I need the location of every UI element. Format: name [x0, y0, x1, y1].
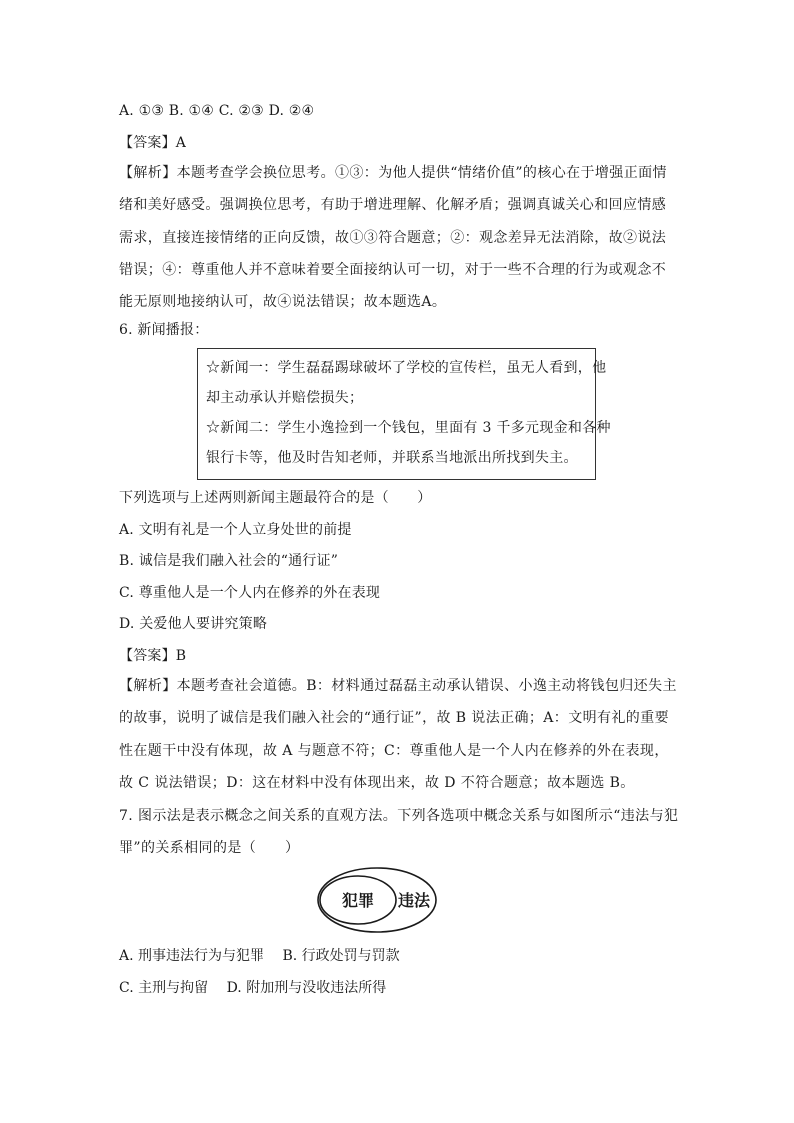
q6-answer: 【答案】B — [119, 648, 187, 664]
news2-line2: 银行卡等，他及时告知老师，并联系当地派出所找到失主。 — [206, 450, 578, 466]
q6-option-d: D. 关爱他人要讲究策略 — [119, 616, 268, 632]
q6-analysis: 【解析】本题考查社会道德。B：材料通过磊磊主动承认错误、小逸主动将钱包归还失主的故事，说明了诚信是我们融入社会的“通行证”，故 B 说法正确；A：文明有礼的重要性在题干中没有体现，故 A 与题意不符；C：尊重他人是一个人内在修养的外在表现，故 C 说法错误；D：这在材料中没有体现出来，故 D 不符合题意；故本题选 B。 — [119, 678, 677, 791]
news1-line2: 却主动承认并赔偿损失； — [206, 390, 364, 406]
q6-option-c: C. 尊重他人是一个人内在修养的外在表现 — [119, 585, 381, 601]
q6-question: 下列选项与上述两则新闻主题最符合的是（ ） — [119, 490, 432, 506]
news2-line1: ☆新闻二：学生小逸捡到一个钱包，里面有 3 千多元现金和各种 — [206, 420, 611, 436]
q6-option-a: A. 文明有礼是一个人立身处世的前提 — [119, 522, 352, 538]
news-box — [197, 348, 611, 480]
q7-options-line2: C. 主刑与拘留 D. 附加刑与没收违法所得 — [119, 980, 387, 996]
outer-label: 违法 — [397, 891, 431, 910]
news1-line1: ☆新闻一：学生磊磊踢球破坏了学校的宣传栏，虽无人看到，他 — [206, 360, 607, 376]
q7-options-line1: A. 刑事违法行为与犯罪 B. 行政处罚与罚款 — [119, 948, 400, 964]
q7-stem: 7. 图示法是表示概念之间关系的直观方法。下列各选项中概念关系与如图所示“违法与犯罪”的关系相同的是（ ） — [119, 808, 679, 857]
inner-label: 犯罪 — [341, 891, 375, 910]
venn-diagram — [316, 866, 438, 934]
q5-answer: 【答案】A — [119, 135, 187, 151]
q6-stem: 6. 新闻播报： — [119, 322, 209, 338]
q5-options: A. ①③ B. ①④ C. ②③ D. ②④ — [119, 103, 315, 119]
q5-analysis: 【解析】本题考查学会换位思考。①③：为他人提供“情绪价值”的核心在于增强正面情绪和美好感受。强调换位思考，有助于增进理解、化解矛盾；强调真诚关心和回应情感需求，直接连接情绪的正向反馈，故①③符合题意；②：观念差异无法消除，故②说法错误；④：尊重他人并不意味着要全面接纳认可一切，对于一些不合理的行为或观念不能无原则地接纳认可，故④说法错误；故本题选A。 — [119, 165, 667, 311]
q6-option-b: B. 诚信是我们融入社会的“通行证” — [119, 553, 339, 569]
